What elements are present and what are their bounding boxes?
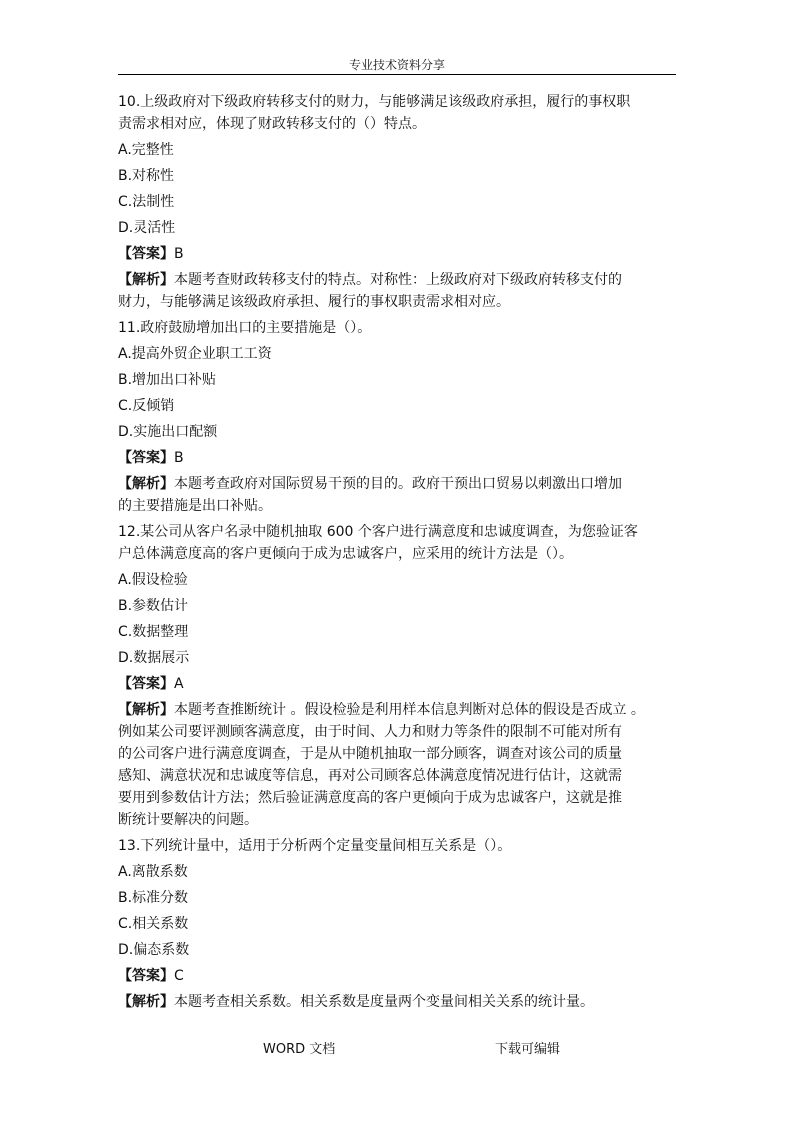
analysis-text: 断统计要解决的问题。 bbox=[118, 812, 258, 828]
question-text: 责需求相对应，体现了财政转移支付的（）特点。 bbox=[118, 116, 426, 132]
question-13 bbox=[118, 835, 678, 1013]
answer-value: C bbox=[174, 968, 184, 984]
header-divider bbox=[118, 74, 676, 75]
option-b: B.增加出口补贴 bbox=[118, 372, 217, 388]
analysis-text: 要用到参数估计方法；然后验证满意度高的客户更倾向于成为忠诚客户，这就是推 bbox=[118, 790, 622, 806]
question-text: 11.政府鼓励增加出口的主要措施是（）。 bbox=[118, 320, 372, 336]
analysis-label: 【解析】 bbox=[118, 702, 174, 718]
analysis-text: 的主要措施是出口补贴。 bbox=[118, 498, 272, 514]
analysis-text: 的公司客户进行满意度调查，于是从中随机抽取一部分顾客，调查对该公司的质量 bbox=[118, 746, 622, 762]
analysis-line bbox=[118, 269, 678, 291]
analysis-text: 本题考查推断统计 。假设检验是利用样本信息判断对总体的假设是否成立 。 bbox=[174, 702, 645, 718]
analysis-line bbox=[118, 699, 678, 721]
option-a: A.完整性 bbox=[118, 142, 174, 158]
answer-line bbox=[118, 673, 678, 695]
option-d: D.实施出口配额 bbox=[118, 424, 218, 440]
analysis-text: 本题考查财政转移支付的特点。对称性：上级政府对下级政府转移支付的 bbox=[174, 272, 622, 288]
option-d: D.灵活性 bbox=[118, 220, 176, 236]
option-d: D.数据展示 bbox=[118, 650, 190, 666]
page-header: 专业技术资料分享 bbox=[348, 58, 445, 72]
answer-value: B bbox=[174, 450, 184, 466]
answer-value: B bbox=[174, 246, 184, 262]
analysis-label: 【解析】 bbox=[118, 476, 174, 492]
answer-value: A bbox=[174, 676, 184, 692]
option-b: B.标准分数 bbox=[118, 890, 189, 906]
analysis-label: 【解析】 bbox=[118, 272, 174, 288]
option-c: C.数据整理 bbox=[118, 624, 189, 640]
document-body bbox=[118, 91, 678, 1013]
question-11 bbox=[118, 317, 678, 517]
answer-line bbox=[118, 965, 678, 987]
footer-right-label: 下载可编辑 bbox=[495, 1042, 561, 1057]
answer-line bbox=[118, 447, 678, 469]
question-12 bbox=[118, 521, 678, 831]
answer-line bbox=[118, 243, 678, 265]
question-text: 12.某公司从客户名录中随机抽取 600 个客户进行满意度和忠诚度调查，为您验证客 bbox=[118, 524, 638, 540]
answer-label: 【答案】 bbox=[118, 676, 174, 692]
option-a: A.假设检验 bbox=[118, 572, 188, 588]
analysis-text: 例如某公司要评测顾客满意度，由于时间、人力和财力等条件的限制不可能对所有 bbox=[118, 724, 622, 740]
answer-label: 【答案】 bbox=[118, 450, 174, 466]
option-a: A.提高外贸企业职工工资 bbox=[118, 346, 272, 362]
option-a: A.离散系数 bbox=[118, 864, 188, 880]
question-text: 13.下列统计量中，适用于分析两个定量变量间相互关系是（）。 bbox=[118, 838, 512, 854]
analysis-text: 财力，与能够满足该级政府承担、履行的事权职责需求相对应。 bbox=[118, 294, 510, 310]
answer-label: 【答案】 bbox=[118, 246, 174, 262]
option-c: C.法制性 bbox=[118, 194, 175, 210]
footer-left-label: WORD 文档 bbox=[263, 1042, 336, 1057]
analysis-text: 本题考查政府对国际贸易干预的目的。政府干预出口贸易以刺激出口增加 bbox=[174, 476, 622, 492]
option-c: C.反倾销 bbox=[118, 398, 175, 414]
option-b: B.对称性 bbox=[118, 168, 175, 184]
option-b: B.参数估计 bbox=[118, 598, 189, 614]
analysis-text: 本题考查相关系数。相关系数是度量两个变量间相关关系的统计量。 bbox=[174, 994, 594, 1010]
answer-label: 【答案】 bbox=[118, 968, 174, 984]
analysis-label: 【解析】 bbox=[118, 994, 174, 1010]
analysis-text: 感知、满意状况和忠诚度等信息，再对公司顾客总体满意度情况进行估计，这就需 bbox=[118, 768, 622, 784]
option-d: D.偏态系数 bbox=[118, 942, 190, 958]
option-c: C.相关系数 bbox=[118, 916, 189, 932]
question-10 bbox=[118, 91, 678, 313]
question-text: 户总体满意度高的客户更倾向于成为忠诚客户，应采用的统计方法是（）。 bbox=[118, 546, 573, 562]
analysis-line bbox=[118, 991, 678, 1013]
analysis-line bbox=[118, 473, 678, 495]
question-text: 10.上级政府对下级政府转移支付的财力，与能够满足该级政府承担，履行的事权职 bbox=[118, 94, 631, 110]
